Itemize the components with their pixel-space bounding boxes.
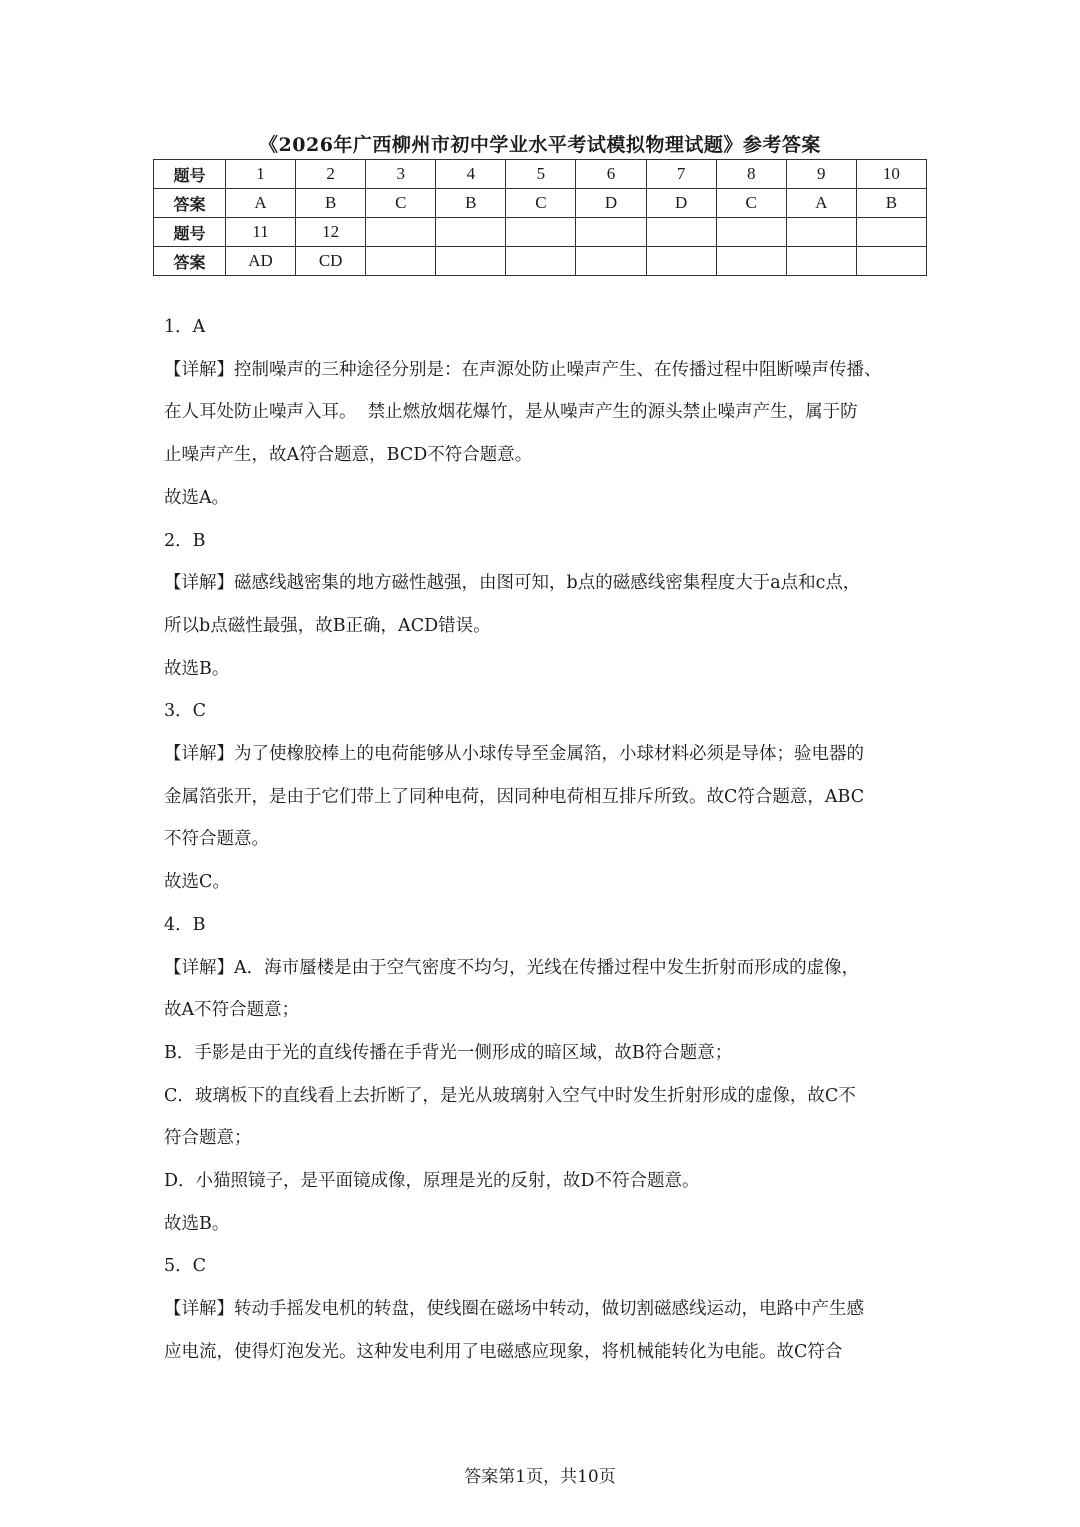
table-cell: [716, 247, 786, 276]
table-cell: B: [856, 189, 926, 218]
text-line: 【详解】磁感线越密集的地方磁性越强，由图可知，b点的磁感线密集程度大于a点和c点，: [164, 573, 861, 594]
table-cell: [856, 218, 926, 247]
table-cell: 4: [436, 160, 506, 189]
answer-table-body: [154, 160, 927, 276]
table-cell: 1: [226, 160, 296, 189]
table-cell: C: [716, 189, 786, 218]
answer-explanations: [164, 306, 924, 1374]
answer-table: [153, 159, 927, 276]
text-line: 【详解】A．海市蜃楼是由于空气密度不均匀，光线在传播过程中发生折射而形成的虚像，: [164, 957, 860, 978]
text-line: 2．B: [164, 530, 206, 551]
text-line: 【详解】控制噪声的三种途径分别是：在声源处防止噪声产生、在传播过程中阻断噪声传播、: [164, 359, 882, 380]
table-row: [154, 189, 927, 218]
table-row: [154, 160, 927, 189]
table-cell: 11: [226, 218, 296, 247]
table-cell: B: [436, 189, 506, 218]
text-line: 4．B: [164, 914, 206, 935]
page-title: 《2026年广西柳州市初中学业水平考试模拟物理试题》参考答案: [259, 134, 821, 156]
table-row: [154, 247, 927, 276]
text-line: D．小猫照镜子，是平面镜成像，原理是光的反射，故D不符合题意。: [164, 1171, 700, 1192]
row-header: 答案: [154, 247, 226, 276]
table-cell: C: [506, 189, 576, 218]
table-cell: C: [366, 189, 436, 218]
text-line: 故A不符合题意；: [164, 1000, 300, 1021]
table-cell: [576, 247, 646, 276]
text-line: B．手影是由于光的直线传播在手背光一侧形成的暗区域，故B符合题意；: [164, 1042, 733, 1063]
table-cell: [436, 247, 506, 276]
table-cell: A: [786, 189, 856, 218]
text-line: 在人耳处防止噪声入耳。 禁止燃放烟花爆竹，是从噪声产生的源头禁止噪声产生，属于防: [164, 402, 858, 423]
table-cell: [716, 218, 786, 247]
text-line: 故选B。: [164, 1213, 230, 1234]
text-line: 应电流，使得灯泡发光。这种发电利用了电磁感应现象，将机械能转化为电能。故C符合: [164, 1341, 843, 1362]
text-line: C．玻璃板下的直线看上去折断了，是光从玻璃射入空气中时发生折射形成的虚像，故C不: [164, 1085, 856, 1106]
table-cell: [786, 247, 856, 276]
table-cell: 2: [296, 160, 366, 189]
row-header: 题号: [154, 160, 226, 189]
table-cell: 12: [296, 218, 366, 247]
text-line: 故选B。: [164, 658, 230, 679]
table-cell: [646, 218, 716, 247]
text-line: 金属箔张开，是由于它们带上了同种电荷，因同种电荷相互排斥所致。故C符合题意，ABC: [164, 786, 865, 807]
table-cell: 10: [856, 160, 926, 189]
table-row: [154, 218, 927, 247]
table-cell: [646, 247, 716, 276]
table-cell: [506, 247, 576, 276]
table-cell: [506, 218, 576, 247]
table-cell: [366, 218, 436, 247]
text-line: 故选C。: [164, 872, 230, 893]
text-line: 故选A。: [164, 487, 230, 508]
table-cell: 3: [366, 160, 436, 189]
text-line: 【详解】为了使橡胶棒上的电荷能够从小球传导至金属箔，小球材料必须是导体；验电器的: [164, 744, 864, 765]
table-cell: 5: [506, 160, 576, 189]
table-cell: D: [646, 189, 716, 218]
text-line: 符合题意；: [164, 1128, 252, 1149]
table-cell: 6: [576, 160, 646, 189]
text-line: 不符合题意。: [164, 829, 269, 850]
page-footer: 答案第1页，共10页: [464, 1467, 616, 1487]
table-cell: A: [226, 189, 296, 218]
row-header: 题号: [154, 218, 226, 247]
table-cell: D: [576, 189, 646, 218]
text-line: 3．C: [164, 701, 207, 722]
table-cell: [856, 247, 926, 276]
table-cell: CD: [296, 247, 366, 276]
table-cell: 7: [646, 160, 716, 189]
row-header: 答案: [154, 189, 226, 218]
table-cell: 8: [716, 160, 786, 189]
table-cell: [436, 218, 506, 247]
text-line: 5．C: [164, 1256, 207, 1277]
table-cell: 9: [786, 160, 856, 189]
table-cell: [366, 247, 436, 276]
text-line: 【详解】转动手摇发电机的转盘，使线圈在磁场中转动，做切割磁感线运动，电路中产生感: [164, 1299, 864, 1320]
text-line: 止噪声产生，故A符合题意，BCD不符合题意。: [164, 445, 533, 466]
text-line: 1．A: [164, 317, 206, 337]
table-cell: AD: [226, 247, 296, 276]
table-cell: B: [296, 189, 366, 218]
text-line: 所以b点磁性最强，故B正确，ACD错误。: [164, 615, 491, 636]
table-cell: [786, 218, 856, 247]
table-cell: [576, 218, 646, 247]
